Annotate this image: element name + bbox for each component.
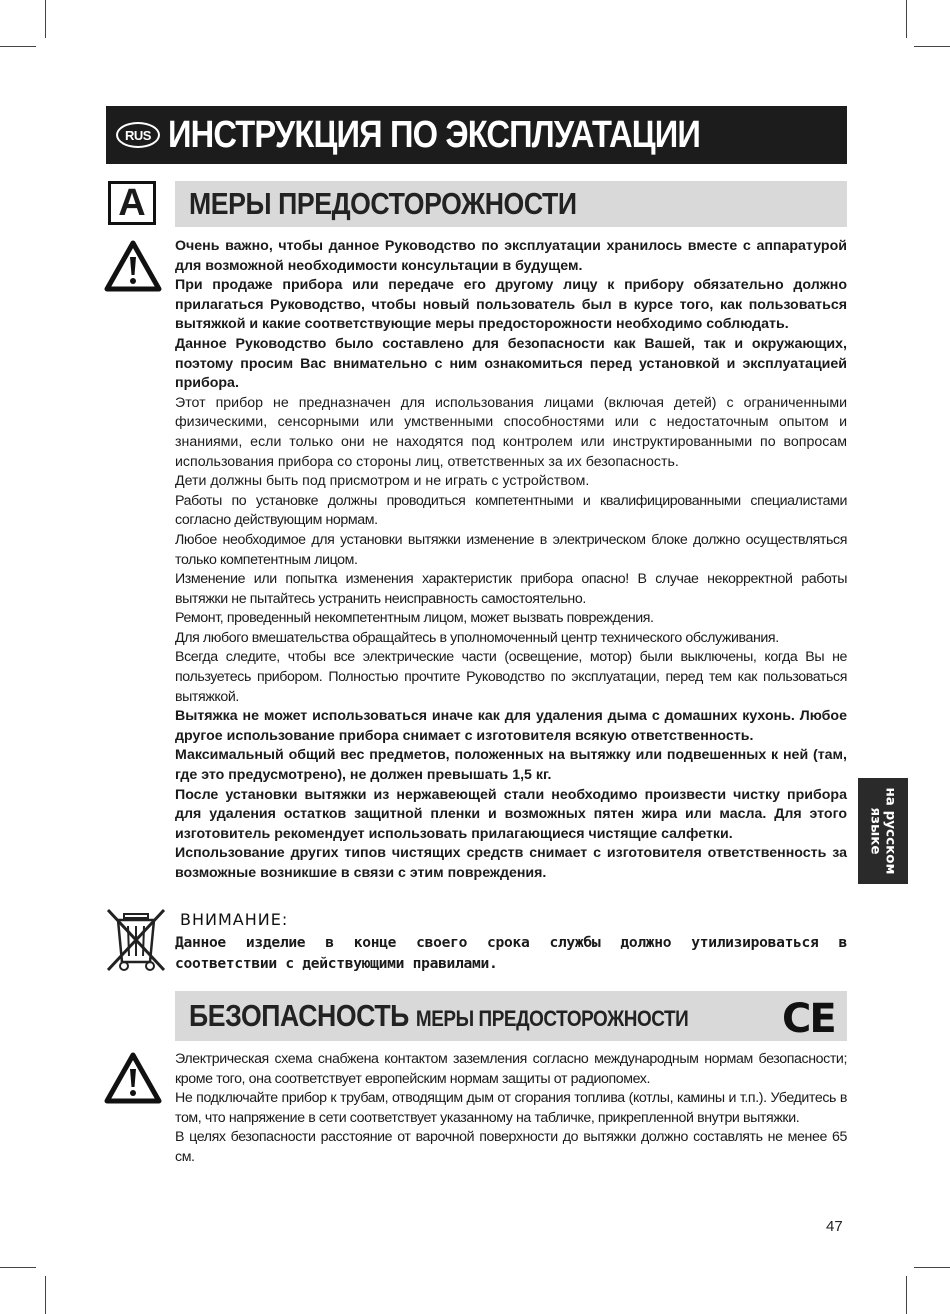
crop-mark xyxy=(914,46,950,47)
paragraph: Использование других типов чистящих средств снимает с изготовителя ответственность за возможные возникшие в связи с этим повреждения. xyxy=(175,845,847,881)
paragraph: Не подключайте прибор к трубам, отводящим дым от сгорания топлива (котлы, камины и т.п.). Убедитесь в том, что напряжение в сети соответствует указанному на табличке, прикрепленной внутри вытяжки. xyxy=(175,1090,847,1126)
language-side-tab xyxy=(858,778,908,884)
paragraph: Очень важно, чтобы данное Руководство по эксплуатации хранилось вместе с аппаратурой для возможной необходимости консультации в будущем. xyxy=(175,238,847,274)
crop-mark xyxy=(906,1276,907,1314)
paragraph: Изменение или попытка изменения характеристик прибора опасно! В случае некорректной работы вытяжки не пытайтесь устранить неисправность самостоятельно. xyxy=(175,571,847,607)
section-letter: A xyxy=(108,181,156,225)
section-heading-bar xyxy=(175,991,847,1041)
crossed-bin-icon xyxy=(104,906,168,974)
paragraph: В целях безопасности расстояние от варочной поверхности до вытяжки должно составлять не менее 65 см. xyxy=(175,1129,847,1165)
paragraph: Дети должны быть под присмотром и не играть с устройством. xyxy=(175,473,590,490)
precautions-text xyxy=(175,237,847,884)
safety-text xyxy=(175,1050,847,1168)
tab-line: языке xyxy=(868,807,885,855)
section-title-main: БЕЗОПАСНОСТЬ xyxy=(189,998,409,1033)
section-title: МЕРЫ ПРЕДОСТОРОЖНОСТИ xyxy=(189,186,577,221)
ce-mark-icon: CE xyxy=(782,996,835,1042)
paragraph: После установки вытяжки из нержавеющей стали необходимо произвести чистку прибора для удаления остатков защитной пленки и возможных пятен жира или масла. Для этого изготовитель рекомендует использовать прилагающиеся чистящие салфетки. xyxy=(175,786,847,842)
tab-line: на русском xyxy=(883,787,900,875)
paragraph: Данное Руководство было составлено для безопасности как Вашей, так и окружающих, поэтому просим Вас внимательно с ним ознакомиться перед установкой и эксплуатацией прибора. xyxy=(175,335,847,392)
section-heading-bar xyxy=(175,181,847,227)
attention-title: ВНИМАНИЕ: xyxy=(180,910,289,929)
paragraph: Этот прибор не предназначен для использования лицами (включая детей) с ограниченными физическими, сенсорными или умственными способностями или с недостаточным опытом и знаниями, если только они не находятся под контролем или инструктированными по вопросам использования прибора со стороны лиц, ответственных за их безопасность. xyxy=(175,394,847,470)
paragraph: Максимальный общий вес предметов, положенных на вытяжку или подвешенных к ней (там, где это предусмотрено), не должен превышать 1,5 кг. xyxy=(175,747,847,784)
crop-mark xyxy=(0,46,36,47)
paragraph: Для любого вмешательства обращайтесь в уполномоченный центр технического обслуживания. xyxy=(175,629,779,646)
paragraph: Всегда следите, чтобы все электрические части (освещение, мотор) были выключены, когда Вы не пользуетесь прибором. Полностью прочтите Руководство по эксплуатации, перед тем как пользоваться вытяжкой. xyxy=(175,649,847,705)
crop-mark xyxy=(0,1267,36,1268)
page-number: 47 xyxy=(826,1218,843,1235)
paragraph: При продаже прибора или передаче его другому лицу к прибору обязательно должно прилагаться Руководство, чтобы новый пользователь был в курсе того, как пользоваться вытяжкой и какие соответствующие меры предосторожности необходимо соблюдать. xyxy=(175,277,847,333)
crop-mark xyxy=(45,1276,46,1314)
warning-triangle-icon xyxy=(104,240,162,292)
paragraph: Любое необходимое для установки вытяжки изменение в электрическом блоке должно осуществляться только компетентным лицом. xyxy=(175,531,847,568)
page-title: ИНСТРУКЦИЯ ПО ЭКСПЛУАТАЦИИ xyxy=(168,113,701,156)
section-title xyxy=(189,998,688,1034)
paragraph: Вытяжка не может использоваться иначе как для удаления дыма с домашних кухонь. Любое другое использование прибора снимает с изготовителя всякую ответственность. xyxy=(175,708,847,744)
crop-mark xyxy=(45,0,46,38)
warning-triangle-icon xyxy=(104,1052,162,1104)
paragraph: Ремонт, проведенный некомпетентным лицом, может вызвать повреждения. xyxy=(175,610,654,627)
crop-mark xyxy=(906,0,907,38)
paragraph: Электрическая схема снабжена контактом заземления согласно международным нормам безопасности; кроме того, она соответствует европейским нормам защиты от радиопомех. xyxy=(175,1051,847,1087)
paragraph: Работы по установке должны проводиться компетентными и квалифицированными специалистами согласно действующим нормам. xyxy=(175,492,847,529)
attention-text: Данное изделие в конце своего срока службы должно утилизироваться в соответствии с действующими правилами. xyxy=(175,934,847,972)
section-title-sub: МЕРЫ ПРЕДОСТОРОЖНОСТИ xyxy=(415,1006,689,1031)
crop-mark xyxy=(914,1267,950,1268)
manual-header xyxy=(106,106,847,164)
language-badge: RUS xyxy=(116,122,160,148)
